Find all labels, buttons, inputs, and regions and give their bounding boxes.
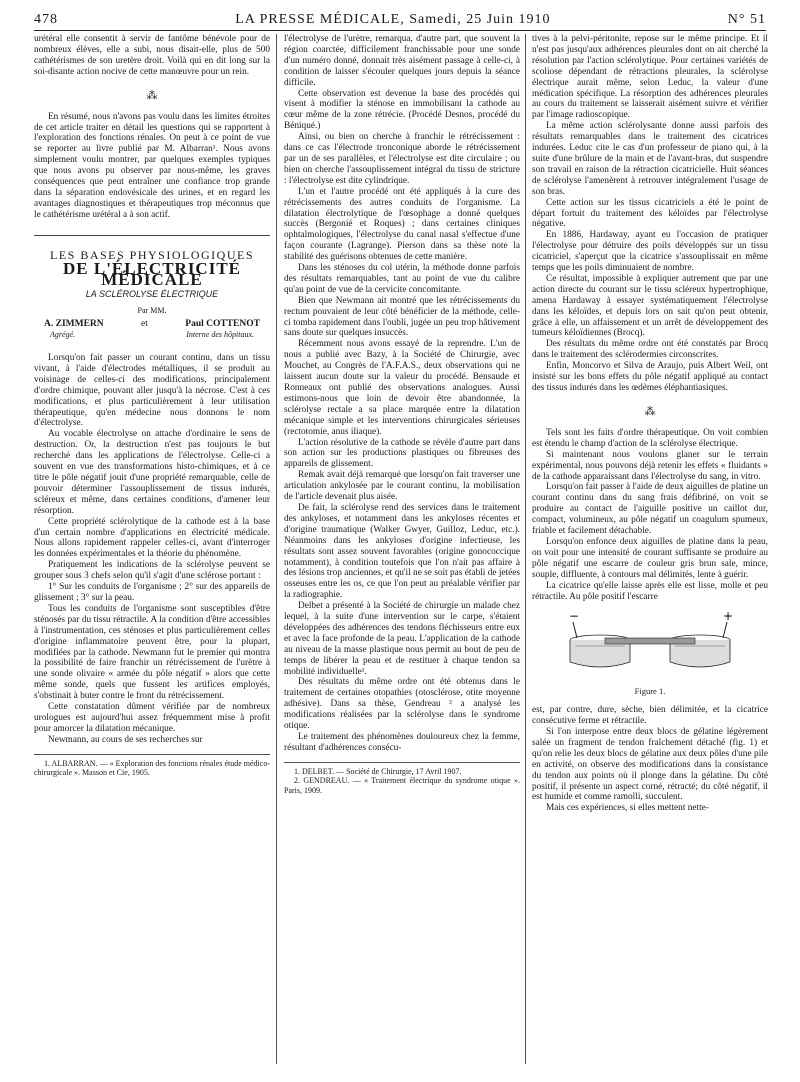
figure-plus-label: + xyxy=(723,609,734,624)
paragraph: Cette propriété sclérolytique de la cathode est à la base d'un certain nombre d'applications en électricité médicale. Nous allons rapidement rappeler celles-ci, avant d'interroger les données expérimentales et la théorie du phénomène. xyxy=(34,516,270,560)
paragraph: Bien que Newmann ait montré que les rétrécissements du rectum pouvaient de leur côté bénéficier de la méthode, celle-ci tomba rapidement dans l'oubli, jugée un peu trop hâtivement sans doute sur quelques insuccès. xyxy=(284,295,520,339)
paragraph: Enfin, Moncorvo et Silva de Araujo, puis Albert Weil, ont insisté sur les bons effets du pôle négatif appliqué au contact des tissus indurés dans les œdèmes éléphantiasiques. xyxy=(532,361,768,393)
paragraph: Pratiquement les indications de la sclérolyse peuvent se grouper sous 3 chefs selon qu'il s'agit d'une sclérose portant : xyxy=(34,560,270,582)
footnote: 1. ALBARRAN. — « Exploration des fonctions rénales étude médico-chirurgicale ». Masson et Cie, 1905. xyxy=(34,758,270,778)
column-divider xyxy=(276,34,277,1064)
paragraph: urétéral elle consentit à servir de fantôme bénévole pour de nombreux élèves, elle a subi, nous disait-elle, plus de 500 cathétérismes de son uretère droit. Voilà qui en dit long sur la soi-disante action nocive de cette manœuvre pour un rein. xyxy=(34,34,270,77)
paragraph: Lorsqu'on enfonce deux aiguilles de platine dans la peau, on voit pour une intensité de courant suffisante se produire au pôle négatif une escarre de couleur gris brun sale, mince, souple, diffluente, à contours mal délimités, lente à guérir. xyxy=(532,536,768,580)
column-1 xyxy=(34,34,270,778)
paragraph: Mais ces expériences, si elles mettent nette- xyxy=(546,803,709,814)
paragraph: Remak avait déjà remarqué que lorsqu'on fait traverser une articulation ankylosée par le courant continu, la mobilisation de l'article devenait plus aisée. xyxy=(284,470,520,503)
electrolysis-apparatus-illustration xyxy=(555,608,745,680)
issue-number: N° 51 xyxy=(727,12,766,27)
author-conjunction: et xyxy=(141,319,148,330)
paragraph: Tels sont les faits d'ordre thérapeutique. On voit combien est étendu le champ d'action de la sclérolyse électrique. xyxy=(532,427,768,449)
figure-1 xyxy=(532,608,768,697)
journal-title: LA PRESSE MÉDICALE, Samedi, 25 Juin 1910 xyxy=(235,12,551,27)
running-header xyxy=(34,6,766,28)
paragraph: L'action résolutive de la cathode se révèle d'autre part dans son action sur les productions plastiques ou fibreuses des appareils de glissement. xyxy=(284,437,520,470)
article-supertitle: LES BASES PHYSIOLOGIQUES xyxy=(49,247,255,262)
author-1: A. ZIMMERN xyxy=(44,319,104,330)
paragraph: l'électrolyse de l'urètre, remarqua, d'autre part, que souvent la région coarctée, difficilement franchissable pour une sonde d'un numéro donné, donnait très aisément passage à celle-ci, à condition de laisser s'écouler quelques jours depuis la séance difficile. xyxy=(284,34,520,88)
paragraph: De fait, la sclérolyse rend des services dans le traitement des ankyloses, et notamment dans les ankyloses récentes et d'origine traumatique (Walker Gwyer, Guilloz, Leduc, etc.). Néanmoins dans les ankyloses d'origine infectieuse, les résultats sont assez souvent favorables (origine gonococcique notamment), à condition toutefois que l'on n'ait pas affaire à des lésions trop anciennes, et qu'il ne se soit pas établi de jetées osseuses entre les os, ce que l'on peut au préalable vérifier par la radiographie. xyxy=(284,502,520,601)
paragraph: Lorsqu'on fait passer à l'aide de deux aiguilles de platine un courant continu dans du sang frais défibriné, on voit se produire au contact de l'aiguille positive un caillot dur, compact, volumineux, au pôle négatif un coagulum spumeux, friable et facilement détachable. xyxy=(532,482,768,537)
author-titles xyxy=(34,330,270,341)
paragraph: Au vocable électrolyse on attache d'ordinaire le sens de destruction. Or, la destruction n'est pas toujours le but recherché dans les applications de l'électrolyse. Celle-ci a souvent en vue des transformations histo-chimiques, et à ce titre le pôle négatif jouit d'une propriété remarquable, celle de pouvoir déterminer l'assouplissement de tissus indurés, scléreux et même, dans certaines conditions, d'amener leur résorption. xyxy=(34,429,270,516)
paragraph: Tous les conduits de l'organisme sont susceptibles d'être sténosés par du tissu rétractile. A la condition d'être accessibles à l'instrumentation, ces sténoses et plus particulièrement celles d'origine inflammatoire peuvent être, pour la plupart, modifiées par la cathode. Newmann fut le premier qui montra la possibilité de faire franchir un rétrécissement de l'urètre à une sonde olivaire « armée du pôle négatif » alors que cette même sonde, quels que fussent les artifices employés, s'obstinait à buter contre le front du rétrécissement. xyxy=(34,603,270,702)
footnote: 1. DELBET. — Société de Chirurgie, 17 Avril 1907. xyxy=(294,766,462,776)
article-title: DE L'ÉLECTRICITÉ MÉDICALE xyxy=(62,258,242,289)
author-1-title: Agrégé. xyxy=(50,330,76,340)
paragraph: Cette action sur les tissus cicatriciels a été le point de départ fortuit du traitement des kéloïdes par l'électrolyse négative. xyxy=(532,197,768,230)
paragraph: Cette constatation dûment vérifiée par de nombreux urologues est aujourd'hui assez fréquemment mise à profit pour amorcer la dilatation mécanique. xyxy=(34,702,270,734)
paragraph: est, par contre, dure, sèche, bien délimitée, et la cicatrice consécutive ferme et rétractile. xyxy=(532,705,768,727)
author-2: Paul COTTENOT xyxy=(185,319,260,330)
paragraph: Dans les sténoses du col utérin, la méthode donne parfois des résultats remarquables, tant au point de vue du calibre qu'au point de vue de la cervicite concomitante. xyxy=(284,263,520,295)
paragraph: Delbet a présenté à la Société de chirurgie un malade chez lequel, à la suite d'une intervention sur le carpe, s'étaient développées des adhérences des tendons fléchisseurs entre eux et avec la face profonde de la peau. L'application de la cathode au niveau de la masse plastique nous permit au bout de peu de temps de libérer la peau et de restituer à chaque tendon sa mobilité individuelle¹. xyxy=(284,601,520,677)
paragraph: La cicatrice qu'elle laisse après elle est lisse, molle et peu rétractile. Au pôle positif l'escarre xyxy=(532,580,768,602)
paragraph: Des résultats du même ordre ont été constatés par Brocq dans le traitement des sclérodermies circonscrites. xyxy=(532,339,768,361)
figure-minus-label: − xyxy=(569,609,580,624)
paragraph: Si maintenant nous voulons glaner sur le terrain expérimental, nous pouvons déjà retenir les effets « fluidants » de la cathode apparaissant dans l'électrolyse du sang, in vitro. xyxy=(532,449,768,482)
footnote: 2. GENDREAU. — « Traitement électrique du syndrome otique ». Paris, 1909. xyxy=(284,776,520,795)
footnotes xyxy=(34,754,270,778)
paragraph: Cette observation est devenue la base des procédés qui visent à modifier la sténose en immobilisant la cathode au cœur même de la zone rétrécie. (Procédé Desnos, procédé du Béniqué.) xyxy=(284,88,520,132)
footnotes xyxy=(284,762,520,796)
paragraph: Récemment nous avons essayé de la reprendre. L'un de nous a publié avec Bazy, à la Société de Chirurgie, avec Mouchet, au Congrès de l'A.F.A.S., deux observations qui ne laissent aucun doute sur la valeur du procédé. Bensaude et Ronneaux ont publié des observations analogues. Aussi estimons-nous que loin de devoir être abandonnée, la sclérolyse rectale a sa place marquée entre la dilatation mécanique simple et les interventions chirurgicales sérieuses (rectotomie, anus iliaque). xyxy=(284,339,520,437)
paragraph: Si l'on interpose entre deux blocs de gélatine légèrement salée un fragment de tendon fraîchement détaché (fig. 1) et qu'on relie les deux blocs de gélatine aux deux pôles d'une pile en activité, on observe des modifications dans la consistance du tendon aux points où il plonge dans la gélatine. Du côté positif, il présente un aspect corné, rétracté; du côté négatif, il est humide et comme ramolli, succulent. xyxy=(532,727,768,803)
paragraph: Ce résultat, impossible à expliquer autrement que par une action directe du courant sur le tissu scléreux hypertrophique, amena Hardaway à essayer systématiquement l'électrolyse dans les kéloïdes, et depuis lors on sait qu'on peut obtenir, grâce à elle, un affaissement et un arrêt de développement des tumeurs kéloïdiennes (Brocq). xyxy=(532,273,768,339)
section-stars: ⁂ xyxy=(146,89,158,102)
paragraph: En 1886, Hardaway, ayant eu l'occasion de pratiquer l'électrolyse pour détruire des poils développés sur un tissu cicatriciel, s'aperçut que la cicatrice s'assouplissait en même temps que les poils diminuaient de nombre. xyxy=(532,230,768,274)
figure-caption: Figure 1. xyxy=(634,686,666,697)
header-rule xyxy=(34,30,766,31)
column-2 xyxy=(284,34,520,795)
byline-par: Par MM. xyxy=(137,306,167,316)
article-subtitle: LA SCLÉROLYSE ÉLECTRIQUE xyxy=(85,289,219,300)
authors xyxy=(34,319,270,330)
author-2-title: Interne des hôpitaux. xyxy=(186,330,254,340)
paragraph: Des résultats du même ordre ont été obtenus dans le traitement de certaines otopathies (otosclérose, otite moyenne adhésive). Dans sa thèse, Gendreau ² a analysé les modifications réalisées par la sclérolyse dans le syndrome otique. xyxy=(284,677,520,732)
paragraph: En résumé, nous n'avons pas voulu dans les limites étroites de cet article traiter en détail les questions qui se rapportent à l'exploration des fonctions rénales. On peut à ce point de vue se reporter au livre publié par M. Albarran¹. Nous avons simplement voulu montrer, par quelques exemples typiques que nous avons pu observer par nous-même, les graves conséquences que peut entraîner une confiance trop grande dans la séparation endovésicale des urines, et en regard les avantages diagnostiques et thérapeutiques trop méconnus que le cathétérisme urétéral a à son actif. xyxy=(34,111,270,220)
paragraph: La même action sclérolysante donne aussi parfois des résultats remarquables dans le traitement des cicatrices indurées. Leduc cite le cas d'un professeur de piano qui, à la suite d'une brûlure de la main et de l'avant-bras, dut suspendre son travail en raison de la rétraction cicatricielle. Huit séances de sclérolyse l'amenèrent à retrouver intégralement l'usage de son bras. xyxy=(532,121,768,197)
article-title-block xyxy=(34,235,270,341)
column-3 xyxy=(532,34,768,814)
paragraph: Le traitement des phénomènes douloureux chez la femme, résultant d'adhérences consécu- xyxy=(284,732,520,753)
paragraph: Newmann, au cours de ses recherches sur xyxy=(48,734,203,745)
column-divider xyxy=(525,34,526,1064)
paragraph: Ainsi, ou bien on cherche à franchir le rétrécissement : dans ce cas l'électrode tronconique aborde le rétrécissement par un de ses parallèles, et l'électrolyse est dite circulaire ; ou bien on cherche l'assouplissement intégral du tissu de stricture : l'électrolyse est dite cylindrique. xyxy=(284,132,520,186)
paragraph: tives à la pelvi-péritonite, repose sur le même principe. Et il n'est pas jusqu'aux adhérences pleurales dont on ait cherché la résolution par l'action sclérolytique. Pour certaines variétés de scoliose dépendant de rétractions pleurales, la sclérolyse électrique aurait même, selon Leduc, la valeur d'une médication spécifique. La résorption des adhérences pleurales au cours du traitement se laisserait aisément suivre et vérifier par l'image radioscopique. xyxy=(532,34,768,121)
paragraph: Lorsqu'on fait passer un courant continu, dans un tissu vivant, à l'aide d'électrodes métalliques, il se produit au voisinage de celles-ci des modifications, principalement d'ordre chimique, pouvant aller jusqu'à la nécrose. C'est à ces modifications, et plus particulièrement à leur utilisation thérapeutique, qu'en médecine nous donnons le nom d'électrolyse. xyxy=(34,353,270,429)
paragraph: 1° Sur les conduits de l'organisme ; 2° sur des appareils de glissement ; 3° sur la peau. xyxy=(34,582,270,603)
paragraph: L'un et l'autre procédé ont été appliqués à la cure des rétrécissements des autres conduits de l'organisme. La dilatation électrolytique de l'œsophage a donné quelques succès (Bergonié et Roques) ; dans certaines cliniques ophtalmologiques, l'électrolyse du canal nasal s'effectue d'une façon courante (Lagrange). Pierson dans sa thèse note la stabilité des guérisons obtenues de cette manière. xyxy=(284,186,520,263)
page-number: 478 xyxy=(34,12,58,27)
section-stars: ⁂ xyxy=(644,405,656,418)
